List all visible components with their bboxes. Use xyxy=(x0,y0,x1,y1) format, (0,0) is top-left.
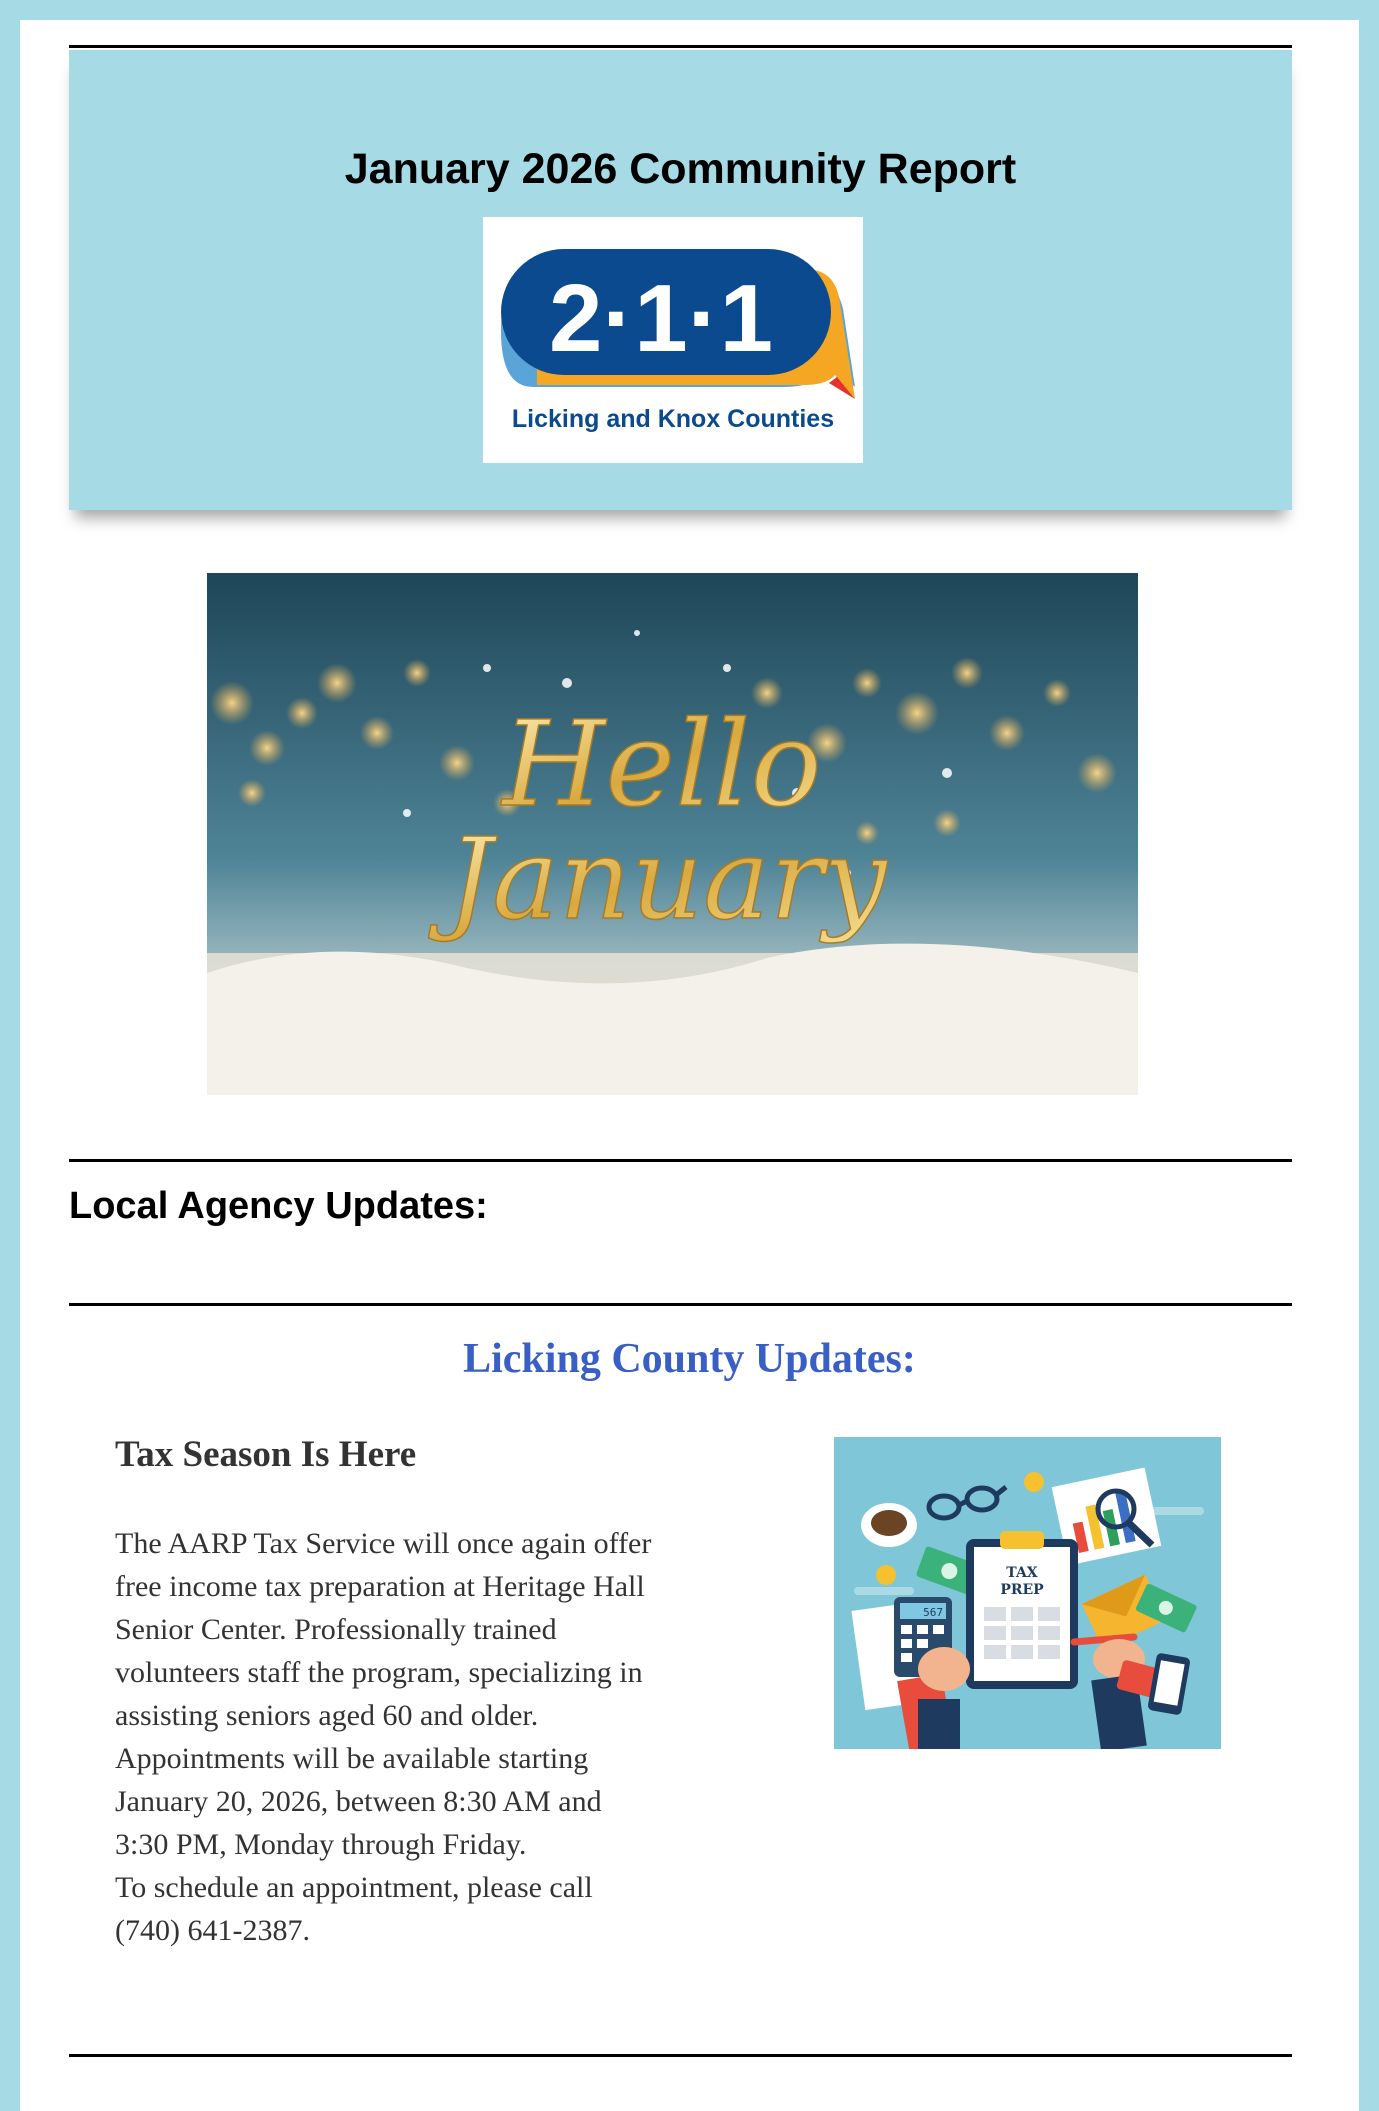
tax-prep-illustration xyxy=(834,1437,1221,1749)
logo-211 xyxy=(483,217,863,463)
article-line: (740) 641-2387. xyxy=(115,1914,310,1947)
clipboard-label-tax: TAX xyxy=(1006,1565,1038,1581)
logo-number: 2·1·1 xyxy=(548,265,774,372)
divider-section xyxy=(69,1159,1292,1162)
divider-county xyxy=(69,1303,1292,1306)
article-line: volunteers staff the program, specializing in xyxy=(115,1656,643,1689)
divider-top xyxy=(69,45,1292,48)
county-heading: Licking County Updates: xyxy=(463,1336,916,1382)
article-title: Tax Season Is Here xyxy=(115,1434,417,1475)
header-banner xyxy=(69,50,1292,510)
divider-bottom xyxy=(69,2054,1292,2057)
article-line: January 20, 2026, between 8:30 AM and xyxy=(115,1785,602,1818)
report-title: January 2026 Community Report xyxy=(344,145,1017,193)
hero-line-hello: Hello xyxy=(502,695,822,833)
calculator-display: 567 xyxy=(923,1606,943,1619)
article-body xyxy=(115,1522,765,1952)
hello-january-image xyxy=(207,573,1138,1095)
article-line: free income tax preparation at Heritage Hall xyxy=(115,1570,645,1603)
section-heading: Local Agency Updates: xyxy=(69,1185,488,1227)
article-line: Appointments will be available starting xyxy=(115,1742,589,1775)
logo-subtitle: Licking and Knox Counties xyxy=(511,405,835,433)
article-line: To schedule an appointment, please call xyxy=(115,1871,593,1904)
article-line: The AARP Tax Service will once again offer xyxy=(115,1527,652,1560)
article-line: 3:30 PM, Monday through Friday. xyxy=(115,1828,527,1861)
hello-january-graphic xyxy=(207,573,1138,1095)
tax-prep-graphic xyxy=(834,1437,1221,1749)
clipboard-label-prep: PREP xyxy=(1000,1582,1044,1598)
article-line: assisting seniors aged 60 and older. xyxy=(115,1699,539,1732)
article-line: Senior Center. Professionally trained xyxy=(115,1613,557,1646)
logo-211-graphic xyxy=(483,217,863,463)
hero-line-january: January xyxy=(447,815,887,945)
